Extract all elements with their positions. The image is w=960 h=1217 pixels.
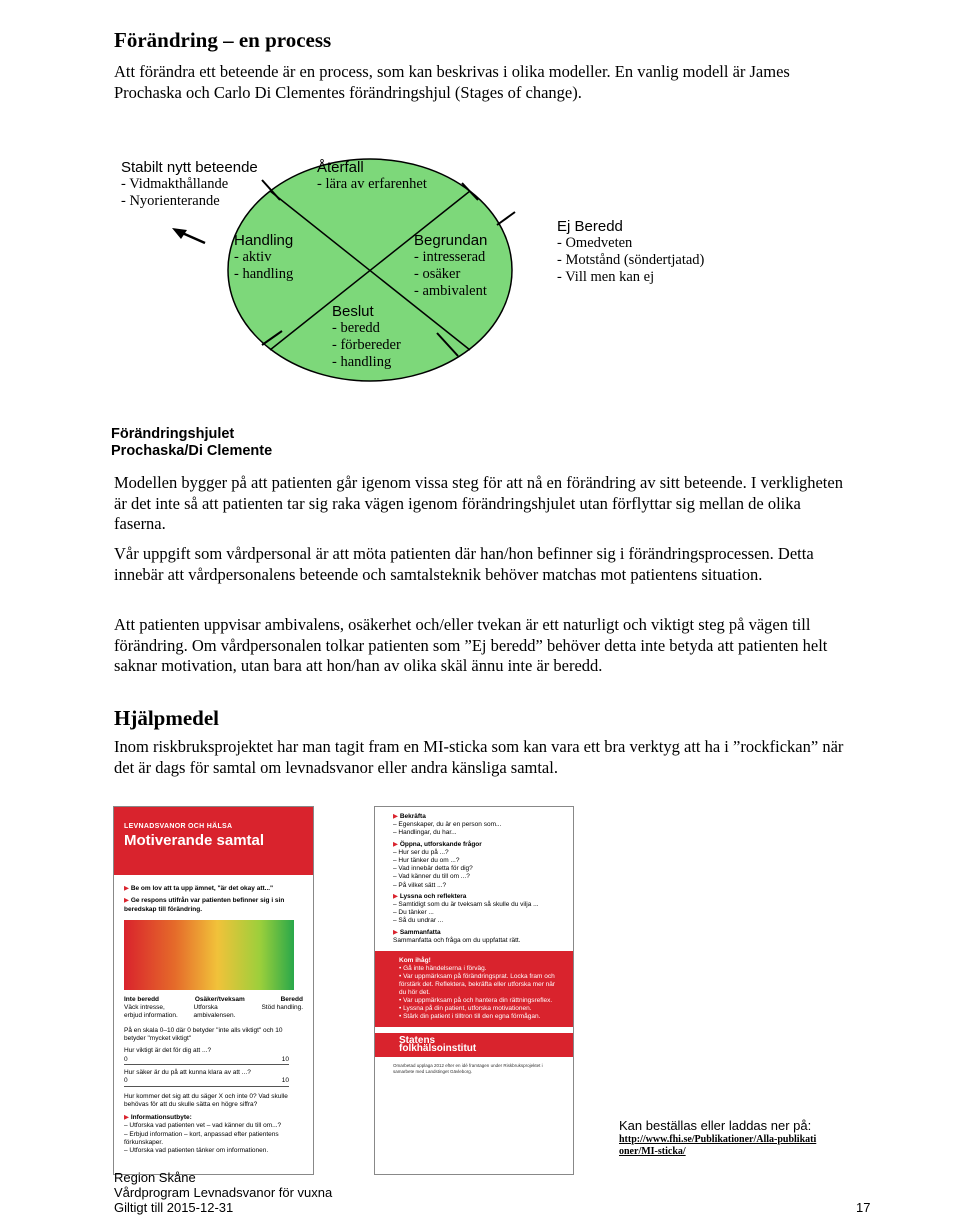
- fhi-logo-line2: folkhälsoinstitut: [399, 1043, 477, 1055]
- label-aterfall-item: - lära av erfarenhet: [317, 176, 427, 192]
- card-front-kicker: LEVNADSVANOR OCH HÄLSA: [124, 823, 233, 830]
- scale-question-intro: På en skala 0–10 där 0 betyder "inte alls viktigt" och 10 betyder "mycket viktigt": [124, 1026, 283, 1043]
- card-front-bullet: Ge respons utifrån var patienten befinner sig i sin beredskap till förändring.: [124, 897, 285, 913]
- info-title: Informationsutbyte:: [130, 1114, 192, 1122]
- card-front-title: Motiverande samtal: [124, 832, 265, 849]
- info-item: – Utforska vad patienten vet – vad känner du till om...?: [124, 1122, 282, 1130]
- card-front-header: [114, 807, 313, 875]
- label-begrundan-title: Begrundan: [414, 232, 488, 249]
- order-text: Kan beställas eller laddas ner på:: [619, 1118, 812, 1133]
- scale-ten: 10: [281, 1055, 289, 1063]
- card-back-section: ▶ Bekräfta – Egenskaper, du är en person som... – Handlingar, du har...: [393, 813, 502, 837]
- scale-left-sub: Väck intresse, erbjud information.: [124, 1004, 178, 1020]
- mi-card-front: [113, 806, 314, 1175]
- label-handling-title: Handling: [234, 232, 294, 249]
- bullet-arrow-icon: ▶: [124, 1114, 131, 1122]
- card-front-bullet: Be om lov att ta upp ämnet, "är det okay att...": [130, 885, 274, 892]
- label-ej-beredd-item: - Vill men kan ej: [557, 269, 655, 285]
- info-item: – Erbjud information – kort, anpassad efter patientens förkunskaper.: [124, 1130, 279, 1147]
- fhi-logo: [375, 1033, 573, 1057]
- paragraph-3: Att patienten uppvisar ambivalens, osäkerhet och/eller tvekan är ett naturligt och viktigt steg på vägen till förändring. Om vårdpersonalen tolkar patienten som ”Ej beredd” behöver detta inte betyda att patienten helt saknar motivation, utan bara att hon/han av olika skäl ännu inte är beredd.: [114, 615, 828, 675]
- scale-zero: 0: [124, 1077, 128, 1085]
- footer-valid: Giltigt till 2015-12-31: [114, 1200, 234, 1215]
- page-footer: [114, 1170, 332, 1215]
- scale-sub-labels: [124, 1004, 303, 1021]
- scale-zero: 0: [124, 1055, 128, 1063]
- label-beslut: [332, 303, 401, 371]
- label-ej-beredd: [557, 218, 704, 286]
- wheel-caption: [111, 426, 272, 460]
- label-ej-beredd-title: Ej Beredd: [557, 218, 623, 235]
- card-back-section: ▶ Öppna, utforskande frågor – Hur ser du på ...? – Hur tänker du om ...? – Vad innebär detta för dig? – Vad känner du till om ...? – På vilket sätt ...?: [393, 840, 482, 889]
- rim-mark-right: [497, 212, 515, 225]
- scale-labels: [124, 996, 303, 1004]
- scale-ten: 10: [281, 1077, 289, 1085]
- readiness-gradient-bar: [124, 920, 294, 990]
- footer-region: Region Skåne: [114, 1170, 196, 1185]
- paragraph-1: Modellen bygger på att patienten går igenom vissa steg för att nå en förändring av sitt beteende. I verkligheten är det inte så att patienten tar sig raka vägen igenom förändringshjulet utan förflyttar sig mellan de olika faserna.: [114, 473, 843, 533]
- scale-question-1: Hur viktigt är det för dig att ...?: [124, 1047, 212, 1055]
- scale-right: Beredd: [280, 995, 303, 1003]
- mi-card-back: [374, 806, 574, 1175]
- bullet-arrow-icon: ▶: [124, 885, 131, 892]
- order-link[interactable]: http://www.fhi.se/Publikationer/Alla-publikationer/MI-sticka/: [619, 1134, 817, 1157]
- label-aterfall-title: Återfall: [317, 159, 364, 176]
- footer-program: Vårdprogram Levnadsvanor för vuxna: [114, 1185, 333, 1200]
- label-ej-beredd-item: - Omedveten: [557, 235, 633, 251]
- label-beslut-item: - beredd: [332, 320, 380, 336]
- label-begrundan-item: - osäker: [414, 266, 461, 282]
- bullet-arrow-icon: ▶: [124, 897, 131, 905]
- bullet-arrow-icon: ▶: [393, 928, 400, 936]
- wheel-caption-line2: Prochaska/Di Clemente: [111, 443, 273, 459]
- scale-line-1: [124, 1056, 289, 1065]
- scale-question-3: Hur kommer det sig att du säger X och inte 0? Vad skulle behövas för att du skulle sätta en högre siffra?: [124, 1092, 288, 1108]
- label-handling-item: - aktiv: [234, 249, 272, 265]
- scale-left: Inte beredd: [124, 995, 160, 1003]
- label-handling: [234, 232, 293, 283]
- label-aterfall: [317, 159, 427, 193]
- label-begrundan: [414, 232, 487, 300]
- card-back-section: ▶ Sammanfatta Sammanfatta och fråga om du uppfattat rätt.: [393, 928, 521, 944]
- card-back-section: ▶ Lyssna och reflektera – Samtidigt som du är tveksam så skulle du vilja ... – Du tänker ... – Så du undrar ...: [393, 892, 539, 925]
- label-ej-beredd-item: - Motstånd (söndertjatad): [557, 252, 705, 268]
- label-begrundan-item: - ambivalent: [414, 283, 487, 299]
- section-title-hjalpmedel: Hjälpmedel: [114, 706, 219, 730]
- hjalpmedel-paragraph: Inom riskbruksprojektet har man tagit fram en MI-sticka som kan vara ett bra verktyg att ha i ”rockfickan” när det är dags för samtal om levnadsvanor eller andra känsliga samtal.: [114, 737, 844, 777]
- scale-mid: Osäker/tveksam: [194, 995, 245, 1003]
- section-title-forandring: Förändring – en process: [114, 28, 332, 52]
- scale-question-2: Hur säker är du på att kunna klara av att ...?: [124, 1068, 251, 1076]
- paragraph-2: Vår uppgift som vårdpersonal är att möta patienten där han/hon befinner sig i förändringsprocessen. Detta innebär att vårdpersonalens beteende och samtalsteknik behöver matchas mot patientens situation.: [114, 544, 814, 584]
- bullet-arrow-icon: ▶: [393, 892, 400, 900]
- bullet-arrow-icon: ▶: [393, 840, 400, 848]
- bullet-arrow-icon: ▶: [393, 813, 400, 820]
- fhi-logo-line1: Statens: [399, 1035, 436, 1047]
- label-stabilt-item: - Vidmakthållande: [121, 176, 229, 192]
- label-stabilt-item: - Nyorienterande: [121, 193, 220, 209]
- label-beslut-title: Beslut: [332, 303, 374, 320]
- kom-title: Kom ihåg!: [399, 957, 431, 965]
- info-item: – Utforska vad patienten tänker om informationen.: [124, 1147, 269, 1155]
- scale-mid-sub: Utforska ambivalensen.: [193, 1004, 236, 1020]
- label-begrundan-item: - intresserad: [414, 249, 486, 265]
- kom-ihag-box: Kom ihåg! • Gå inte händelserna i förväg. • Var uppmärksam på förändringsprat. Locka fram och förstärk det. Reflektera, bekräfta eller utforska mer när du hör det. • Var uppmärksam på och hantera din rättningsreflex. • Lyssna på din patient, utforska motivationen. • Stärk din patient i tilltron till den egna förmågan.: [375, 951, 573, 1027]
- scale-line-2: [124, 1077, 289, 1086]
- scale-right-sub: Stöd handling.: [261, 1004, 303, 1012]
- label-beslut-item: - handling: [332, 354, 392, 370]
- card-back-footer: Omarbetad upplaga 2012 efter en idé framtagen under Riskbruksprojektet i samarbete med Landstinget Gävleborg.: [393, 1063, 543, 1074]
- page-number: 17: [856, 1200, 871, 1215]
- wheel-caption-line1: Förändringshjulet: [111, 426, 235, 442]
- label-stabilt: [121, 159, 258, 210]
- intro-paragraph: Att förändra ett beteende är en process, som kan beskrivas i olika modeller. En vanlig modell är James Prochaska och Carlo Di Clementes förändringshjul (Stages of change).: [114, 62, 790, 102]
- label-beslut-item: - förbereder: [332, 337, 401, 353]
- label-stabilt-title: Stabilt nytt beteende: [121, 159, 258, 176]
- label-handling-item: - handling: [234, 266, 294, 282]
